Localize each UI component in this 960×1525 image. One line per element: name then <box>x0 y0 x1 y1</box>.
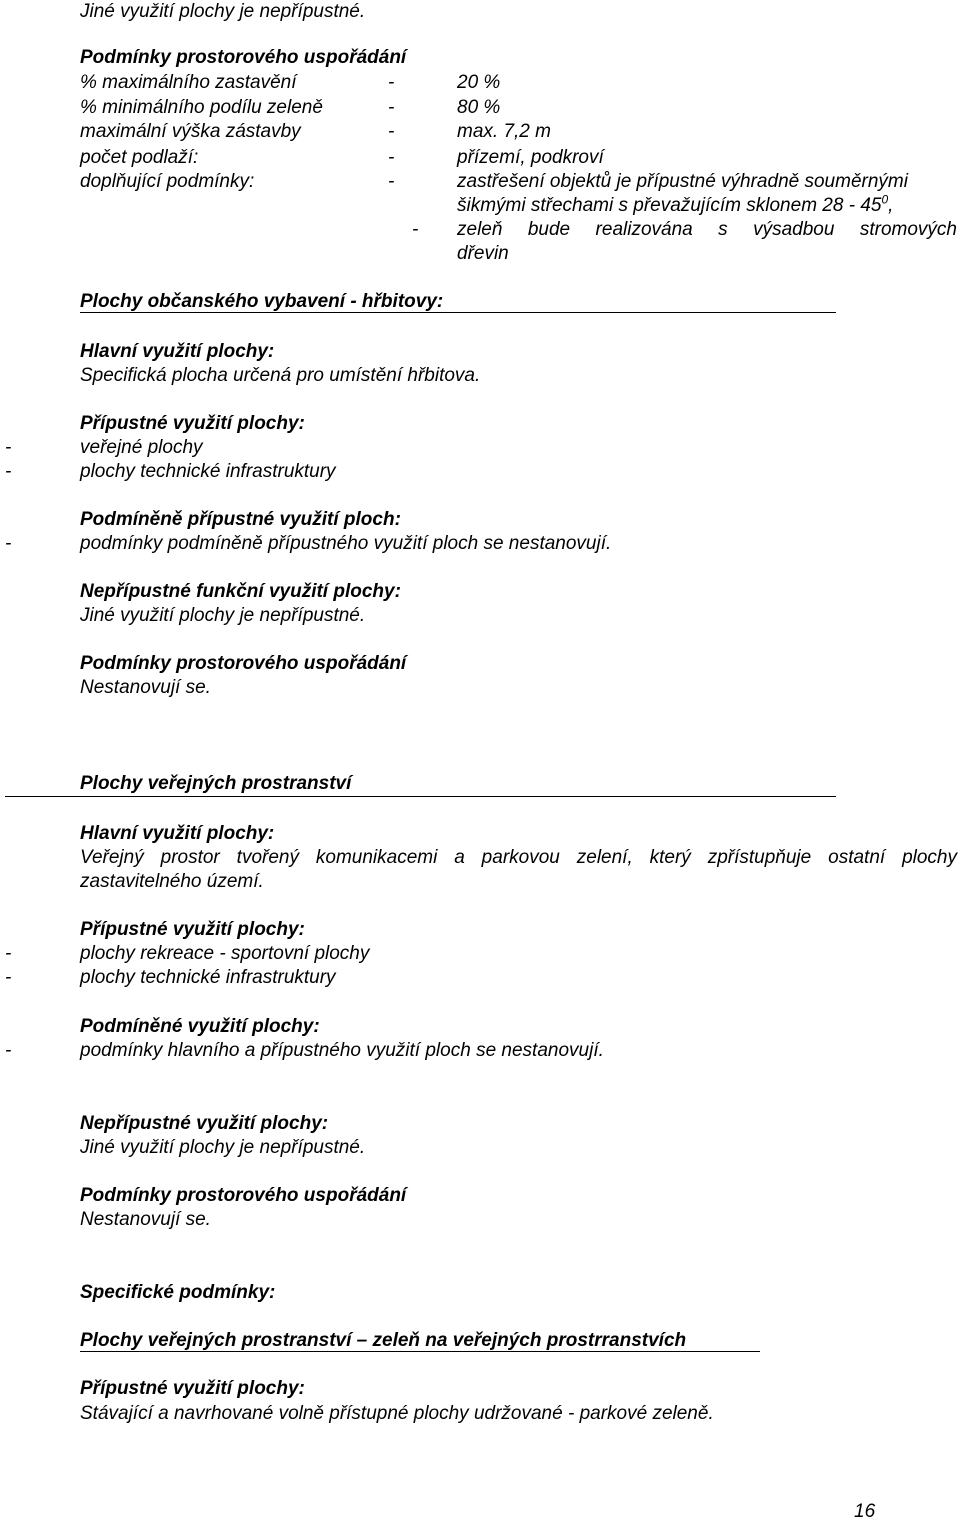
subsection-title-public-greenery: Plochy veřejných prostranství – zeleň na veřejných prostrranstvích <box>80 1330 687 1351</box>
section-title-underline <box>80 312 836 313</box>
subsection-title-underline <box>80 1351 760 1352</box>
heading-forbidden-use: Nepřípustné funkční využití plochy: <box>80 581 401 602</box>
text-forbidden-use: Jiné využití plochy je nepřípustné. <box>80 605 366 626</box>
row-value-max-height: max. 7,2 m <box>457 121 551 142</box>
list-item: plochy rekreace - sportovní plochy <box>80 943 370 964</box>
list-item: plochy technické infrastruktury <box>80 461 336 482</box>
row-label-min-green: % minimálního podílu zeleně <box>80 97 323 118</box>
list-dash: - <box>5 461 12 482</box>
text-spatial-conditions: Nestanovují se. <box>80 677 211 698</box>
heading-conditional-use: Podmíněné využití plochy: <box>80 1016 320 1037</box>
heading-allowed-use: Přípustné využití plochy: <box>80 919 305 940</box>
page-number: 16 <box>854 1501 876 1522</box>
row-value-max-built: 20 % <box>457 72 501 93</box>
heading-specific-conditions: Specifické podmínky: <box>80 1282 276 1303</box>
row-dash: - <box>388 72 395 93</box>
row-dash: - <box>388 147 395 168</box>
cont-text: šikmými střechami s převažujícím sklonem 28 - 45 <box>457 195 882 216</box>
heading-allowed-use: Přípustné využití plochy: <box>80 1378 305 1399</box>
text-forbidden-use: Jiné využití plochy je nepřípustné. <box>80 1 366 22</box>
degree-sup: 0 <box>881 192 889 207</box>
row-value-floors: přízemí, podkroví <box>457 147 604 168</box>
list-item: veřejné plochy <box>80 437 203 458</box>
row-dash: - <box>388 171 395 192</box>
row-label-max-built: % maximálního zastavění <box>80 72 297 93</box>
heading-main-use: Hlavní využití plochy: <box>80 823 275 844</box>
row-label-additional: doplňující podmínky: <box>80 171 255 192</box>
row-value-greenery-cont: dřevin <box>457 243 509 264</box>
cont-end: , <box>888 195 894 216</box>
heading-main-use: Hlavní využití plochy: <box>80 341 275 362</box>
text-allowed-use: Stávající a navrhované volně přístupné plochy udržované - parkové zeleně. <box>80 1403 714 1424</box>
row-value-additional: zastřešení objektů je přípustné výhradně souměrnými <box>457 171 908 192</box>
text-main-use-cont: zastavitelného území. <box>80 871 264 892</box>
list-dash: - <box>5 943 12 964</box>
text-conditional-use: podmínky hlavního a přípustného využití ploch se nestanovují. <box>80 1040 604 1061</box>
list-item: plochy technické infrastruktury <box>80 967 336 988</box>
heading-conditional-use: Podmíněně přípustné využití ploch: <box>80 509 401 530</box>
section-title-underline <box>5 796 836 797</box>
list-dash: - <box>5 967 12 988</box>
row-label-floors: počet podlaží: <box>80 147 199 168</box>
row-dash: - <box>388 97 395 118</box>
text-main-use: Specifická plocha určená pro umístění hřbitova. <box>80 365 481 386</box>
heading-allowed-use: Přípustné využití plochy: <box>80 413 305 434</box>
text-forbidden-use: Jiné využití plochy je nepřípustné. <box>80 1137 366 1158</box>
section-title-public-spaces: Plochy veřejných prostranství <box>80 773 352 794</box>
heading-spatial-conditions: Podmínky prostorového uspořádání <box>80 653 407 674</box>
text-spatial-conditions: Nestanovují se. <box>80 1209 211 1230</box>
heading-spatial-conditions: Podmínky prostorového uspořádání <box>80 1185 407 1206</box>
heading-forbidden-use: Nepřípustné využití plochy: <box>80 1113 329 1134</box>
row-value-additional-cont <box>457 194 893 218</box>
row-dash: - <box>412 219 419 240</box>
text-main-use: Veřejný prostor tvořený komunikacemi a parkovou zelení, který zpřístupňuje ostatní plochy <box>80 847 957 868</box>
text-conditional-use: podmínky podmíněně přípustného využití ploch se nestanovují. <box>80 533 612 554</box>
row-value-greenery: zeleň bude realizována s výsadbou stromových <box>457 219 957 240</box>
row-label-max-height: maximální výška zástavby <box>80 121 301 142</box>
section-title-cemeteries: Plochy občanského vybavení - hřbitovy: <box>80 291 444 312</box>
list-dash: - <box>5 437 12 458</box>
list-dash: - <box>5 1040 12 1061</box>
row-value-min-green: 80 % <box>457 97 501 118</box>
list-dash: - <box>5 533 12 554</box>
heading-spatial-conditions: Podmínky prostorového uspořádání <box>80 47 407 68</box>
row-dash: - <box>388 121 395 142</box>
